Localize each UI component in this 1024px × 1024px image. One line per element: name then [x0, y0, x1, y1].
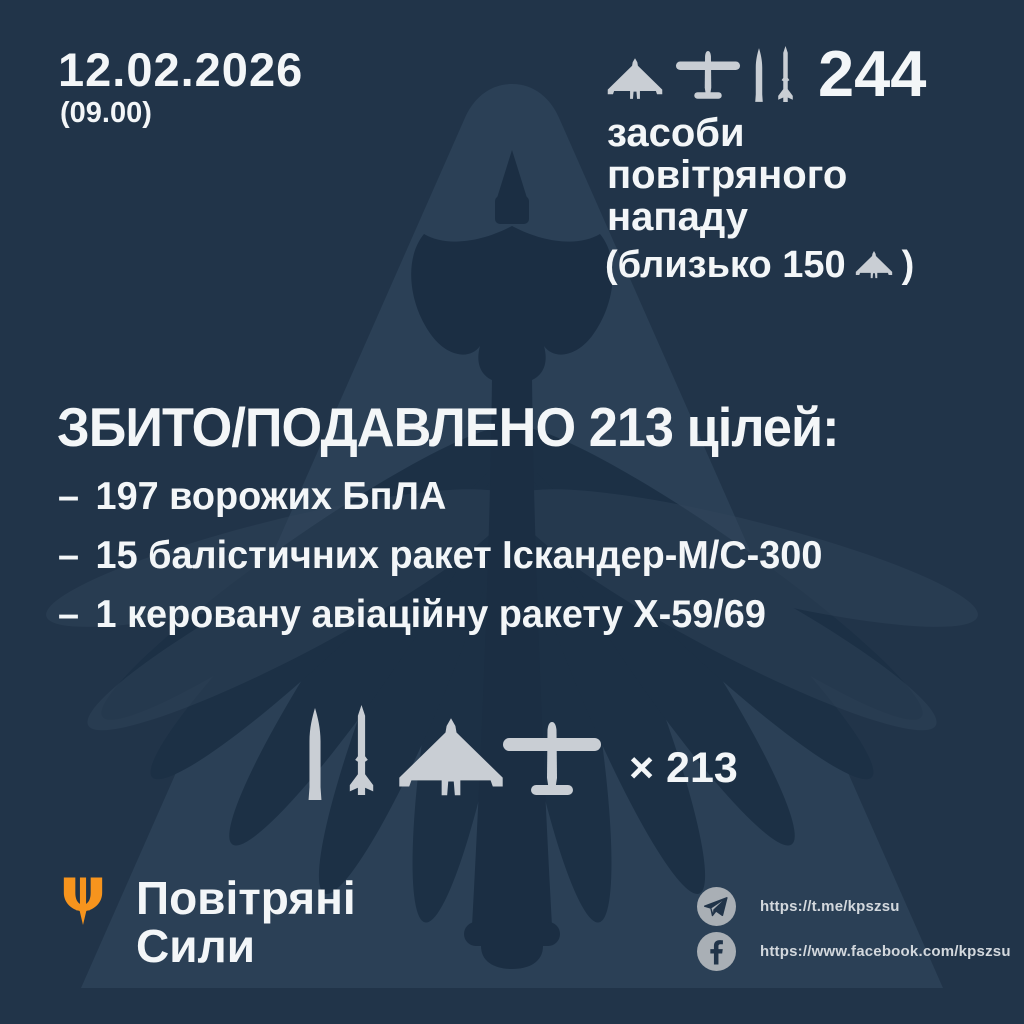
facebook-link-row	[697, 932, 1011, 971]
facebook-icon	[697, 932, 736, 971]
shahed-drone-icon	[606, 58, 664, 102]
cruise-missile-icon	[777, 46, 794, 102]
approx-drone-count: (близько 150 )	[605, 244, 915, 286]
shahed-drone-icon	[854, 251, 894, 280]
report-date: 12.02.2026	[58, 43, 304, 96]
bullet-dash: –	[58, 593, 80, 636]
shot-down-headline: ЗБИТО/ПОДАВЛЕНО 213 цілей:	[57, 396, 839, 458]
bullet-dash: –	[58, 534, 80, 577]
ballistic-missile-icon	[752, 48, 766, 102]
attack-means-icon-row	[606, 44, 794, 102]
attack-means-label: засоби повітряного нападу	[607, 111, 848, 239]
telegram-icon	[697, 887, 736, 926]
fixed-wing-uav-icon	[502, 722, 602, 800]
fixed-wing-uav-icon	[675, 51, 741, 102]
bullet-dash: –	[58, 475, 80, 518]
attack-total-count: 244	[818, 37, 927, 110]
list-item: – 15 балістичних ракет Іскандер-М/С-300	[58, 534, 823, 577]
telegram-link-row	[697, 887, 900, 926]
list-item: – 197 ворожих БпЛА	[58, 475, 447, 518]
list-item: – 1 керовану авіаційну ракету Х-59/69	[58, 593, 766, 636]
shot-down-list	[58, 475, 822, 652]
report-time: (09.00)	[60, 97, 152, 129]
facebook-url: https://www.facebook.com/kpszsu	[760, 943, 1011, 960]
brand-title: Повітряні Сили	[136, 872, 356, 972]
ballistic-missile-icon	[302, 708, 328, 800]
cruise-missile-icon	[348, 700, 375, 800]
shahed-drone-icon	[396, 718, 506, 801]
telegram-url: https://t.me/kpszsu	[760, 898, 900, 915]
tally-multiplier: × 213	[629, 744, 738, 792]
trident-icon	[60, 872, 106, 932]
